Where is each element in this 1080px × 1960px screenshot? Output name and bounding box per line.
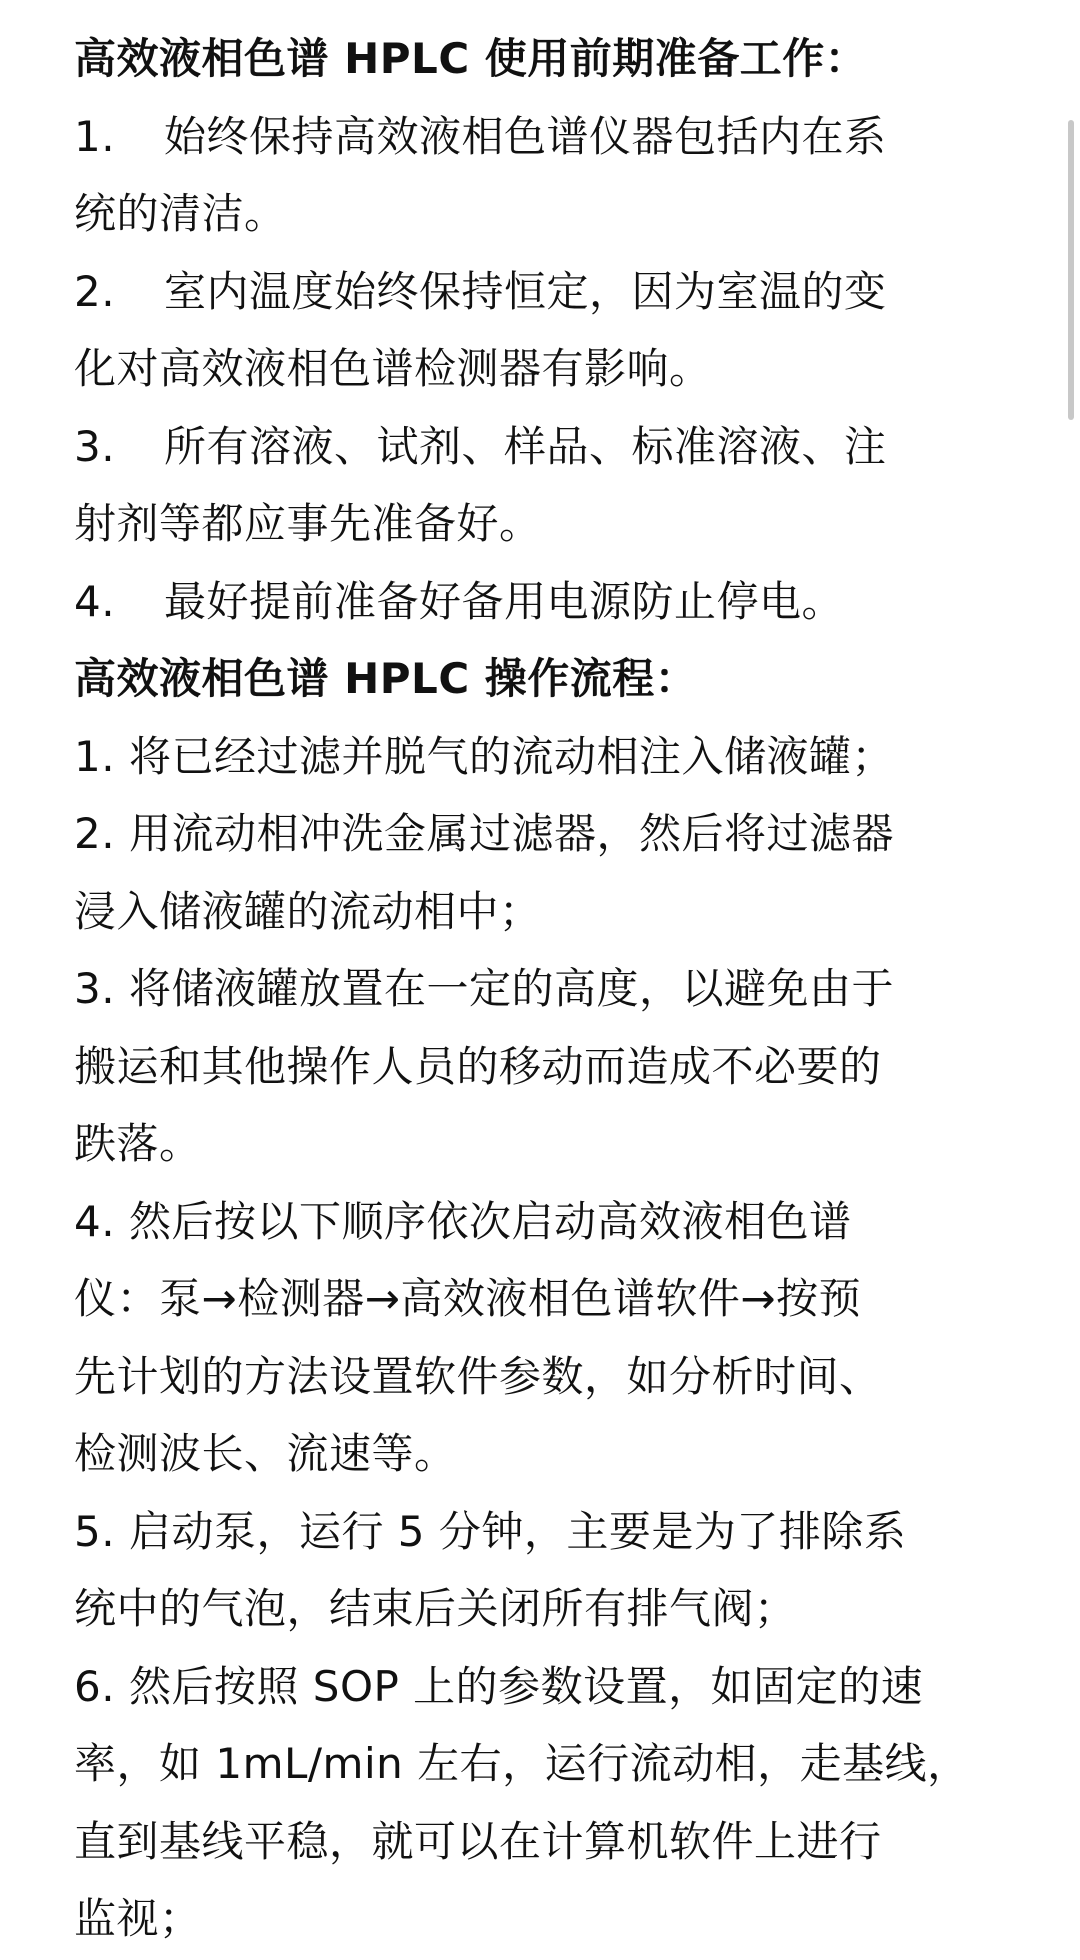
list-item	[74, 408, 1014, 486]
section-heading-procedure: 高效液相色谱 HPLC 操作流程：	[74, 654, 698, 703]
item-text: 监视；	[74, 1894, 202, 1943]
item-number: 4.	[74, 576, 116, 626]
item-text: 将已经过滤并脱气的流动相注入储液罐；	[128, 731, 894, 781]
list-item-continuation	[74, 1415, 1014, 1493]
item-number: 2.	[74, 266, 116, 316]
item-number: 1.	[74, 731, 116, 781]
item-text: 搬运和其他操作人员的移动而造成不必要的	[74, 1041, 882, 1091]
item-number: 3.	[74, 964, 116, 1013]
item-text: 先计划的方法设置软件参数，如分析时间、	[74, 1351, 882, 1401]
vertical-scrollbar[interactable]	[1068, 120, 1074, 420]
list-item	[74, 253, 1014, 331]
item-text: 化对高效液相色谱检测器有影响。	[74, 344, 712, 393]
item-number: 2.	[74, 809, 116, 858]
list-item-continuation	[74, 1803, 1014, 1881]
item-text: 然后按以下顺序依次启动高效液相色谱	[128, 1196, 852, 1246]
item-text: 启动泵，运行 5 分钟，主要是为了排除系	[128, 1506, 907, 1556]
list-item-continuation	[74, 175, 1014, 253]
item-text: 检测波长、流速等。	[74, 1429, 457, 1478]
list-item-continuation	[74, 1105, 1014, 1183]
list-item	[74, 1648, 1014, 1726]
item-text: 直到基线平稳，就可以在计算机软件上进行	[74, 1816, 882, 1866]
article-body	[74, 20, 1014, 1958]
item-number: 5.	[74, 1506, 116, 1556]
list-item	[74, 1183, 1014, 1261]
item-text: 将储液罐放置在一定的高度，以避免由于	[128, 964, 894, 1013]
list-item-continuation	[74, 330, 1014, 408]
item-text: 然后按照 SOP 上的参数设置，如固定的速	[128, 1661, 924, 1711]
list-item-continuation	[74, 485, 1014, 563]
list-item	[74, 563, 1014, 641]
item-text: 最好提前准备好备用电源防止停电。	[164, 576, 845, 626]
item-number: 4.	[74, 1196, 116, 1246]
list-item	[74, 98, 1014, 176]
item-text: 始终保持高效液相色谱仪器包括内在系	[164, 111, 887, 161]
item-text: 仪：泵→检测器→高效液相色谱软件→按预	[74, 1274, 862, 1323]
item-number: 3.	[74, 421, 116, 471]
item-text: 统的清洁。	[74, 189, 287, 238]
item-text: 所有溶液、试剂、样品、标准溶液、注	[164, 421, 887, 471]
list-item-continuation	[74, 1338, 1014, 1416]
item-text: 浸入储液罐的流动相中；	[74, 886, 542, 936]
list-item-continuation	[74, 1260, 1014, 1338]
list-item	[74, 950, 1014, 1028]
list-item-continuation	[74, 1725, 1014, 1803]
item-number: 6.	[74, 1661, 116, 1711]
section-heading-prep: 高效液相色谱 HPLC 使用前期准备工作：	[74, 34, 868, 83]
item-text: 统中的气泡，结束后关闭所有排气阀；	[74, 1584, 797, 1633]
item-text: 射剂等都应事先准备好。	[74, 499, 542, 548]
item-text: 室内温度始终保持恒定，因为室温的变	[164, 266, 887, 316]
list-item-continuation	[74, 1028, 1014, 1106]
list-item-continuation	[74, 873, 1014, 951]
list-item	[74, 718, 1014, 796]
list-item	[74, 1493, 1014, 1571]
item-text: 率，如 1mL/min 左右，运行流动相，走基线，	[74, 1739, 970, 1788]
item-text: 用流动相冲洗金属过滤器，然后将过滤器	[128, 809, 894, 858]
item-number: 1.	[74, 111, 116, 161]
item-text: 跌落。	[74, 1119, 202, 1168]
list-item-continuation	[74, 1570, 1014, 1648]
list-item	[74, 795, 1014, 873]
list-item-continuation	[74, 1880, 1014, 1958]
